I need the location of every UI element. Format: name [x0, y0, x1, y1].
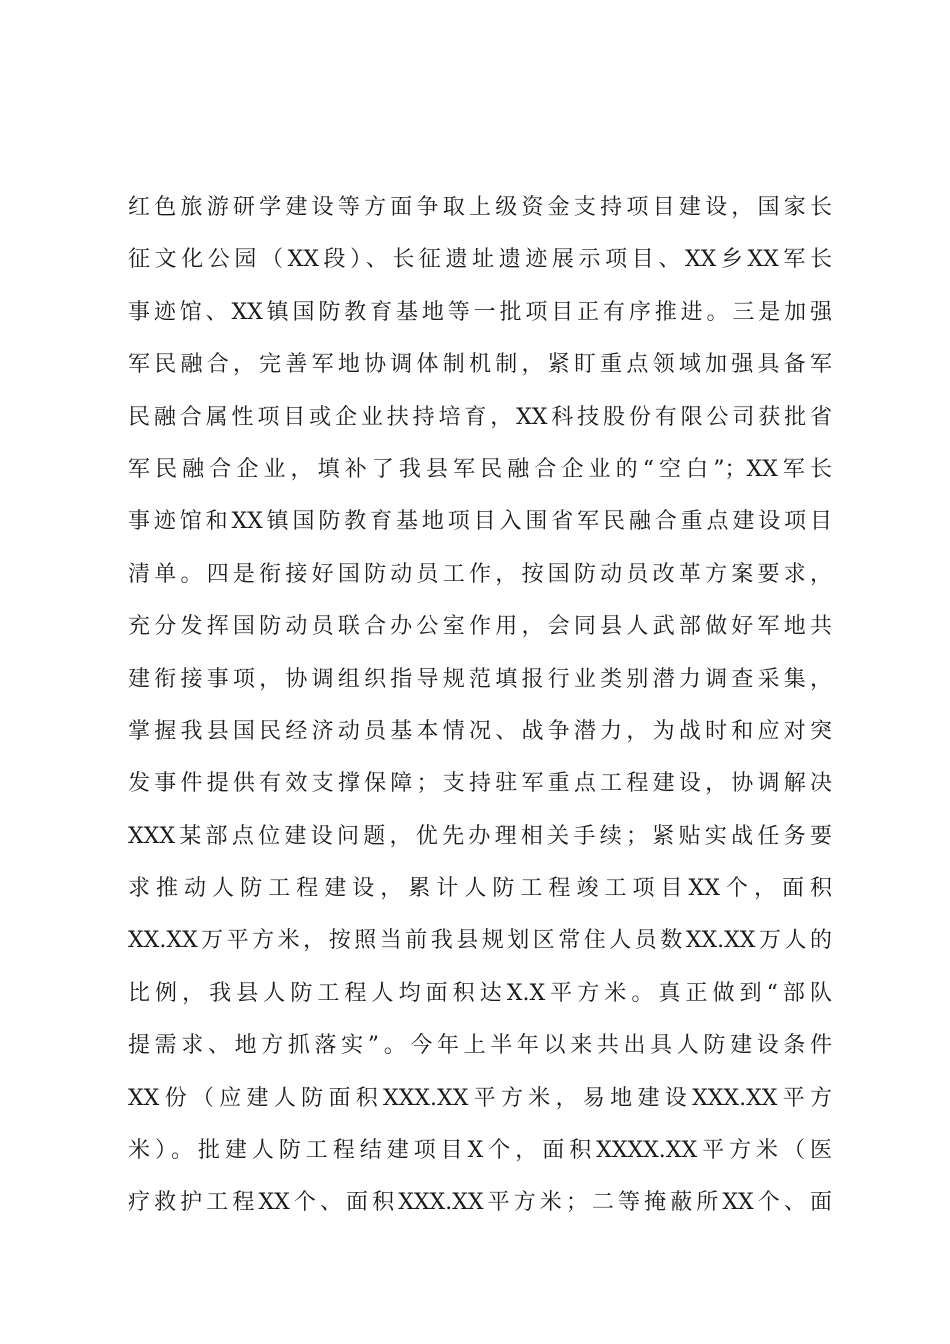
body-text — [128, 182, 832, 1230]
text-line: 民融合属性项目或企业扶持培育，XX科技股份有限公司获批省 — [128, 404, 832, 430]
text-line: 事迹馆、XX镇国防教育基地等一批项目正有序推进。三是加强 — [128, 299, 832, 325]
text-line: XX份（应建人防面积XXX.XX平方米，易地建设XXX.XX平方 — [128, 1085, 832, 1111]
text-line: 征文化公园（XX段）、长征遗址遗迹展示项目、XX乡XX军长 — [128, 247, 832, 273]
text-line: 建衔接事项，协调组织指导规范填报行业类别潜力调查采集， — [128, 666, 832, 692]
text-line: 发事件提供有效支撑保障；支持驻军重点工程建设，协调解决 — [128, 771, 832, 797]
text-line: 疗救护工程XX个、面积XXX.XX平方米；二等掩蔽所XX个、面 — [128, 1190, 832, 1216]
text-line: 军民融合，完善军地协调体制机制，紧盯重点领域加强具备军 — [128, 352, 832, 378]
text-line: 军民融合企业，填补了我县军民融合企业的“空白”；XX军长 — [128, 456, 832, 482]
text-line: 求推动人防工程建设，累计人防工程竣工项目XX个，面积 — [128, 876, 832, 902]
text-line: 事迹馆和XX镇国防教育基地项目入围省军民融合重点建设项目 — [128, 509, 832, 535]
text-line: 清单。四是衔接好国防动员工作，按国防动员改革方案要求， — [128, 561, 832, 587]
text-line: 提需求、地方抓落实”。今年上半年以来共出具人防建设条件 — [128, 1033, 832, 1059]
text-line: XXX某部点位建设问题，优先办理相关手续；紧贴实战任务要 — [128, 823, 832, 849]
text-line: 比例，我县人防工程人均面积达X.X平方米。真正做到“部队 — [128, 980, 832, 1006]
text-line: 米）。批建人防工程结建项目X个，面积XXXX.XX平方米（医 — [128, 1138, 832, 1164]
text-line: 掌握我县国民经济动员基本情况、战争潜力，为战时和应对突 — [128, 718, 832, 744]
text-line: 充分发挥国防动员联合办公室作用，会同县人武部做好军地共 — [128, 614, 832, 640]
text-line: XX.XX万平方米，按照当前我县规划区常住人员数XX.XX万人的 — [128, 928, 832, 954]
text-line: 红色旅游研学建设等方面争取上级资金支持项目建设，国家长 — [128, 195, 832, 220]
